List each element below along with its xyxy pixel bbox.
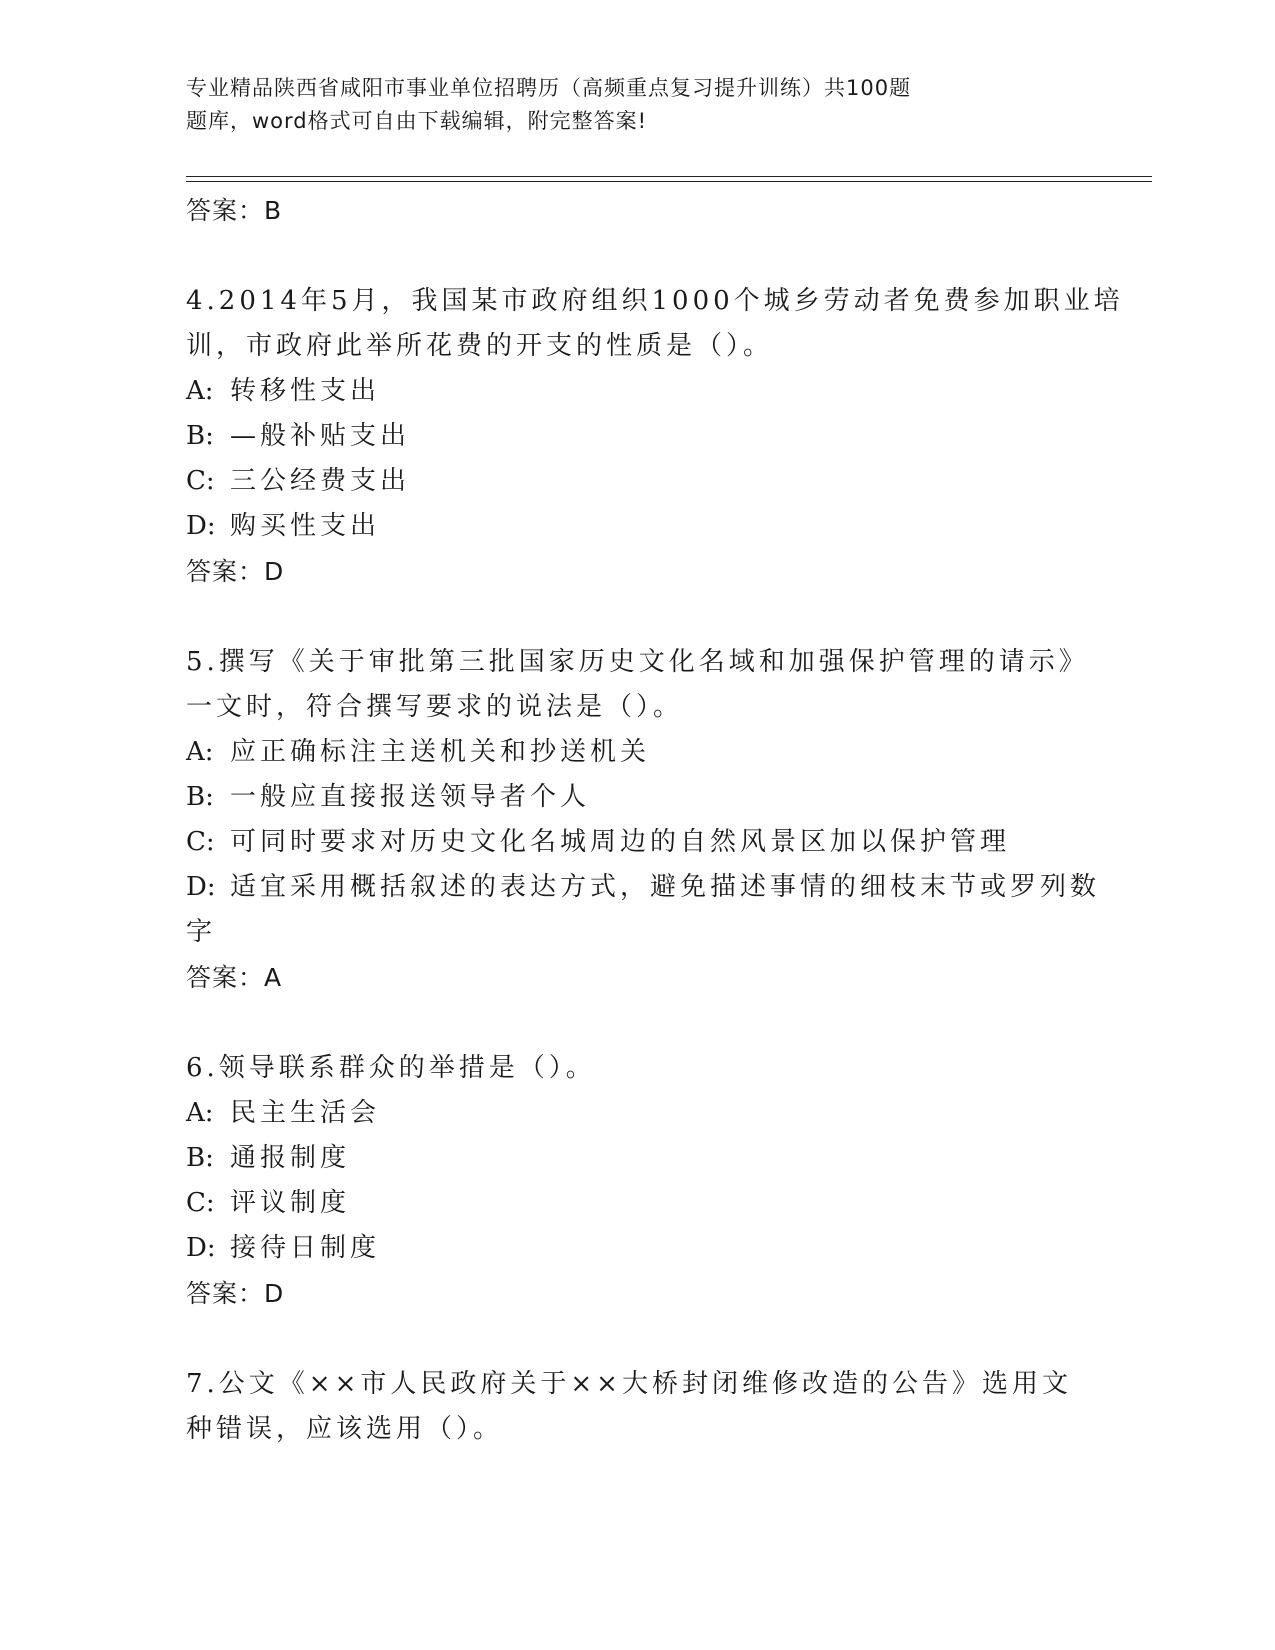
option-label: A: <box>186 1098 214 1128</box>
question-6 <box>186 1046 1086 1316</box>
answer-line: 答案：A <box>186 963 283 992</box>
option-label: B: <box>186 421 214 451</box>
block-spacer <box>186 594 1086 640</box>
question-text: 5.撰写《关于审批第三批国家历史文化名域和加强保护管理的请示》 <box>186 647 1089 677</box>
option-b <box>186 1136 1086 1181</box>
option-d <box>186 1226 1086 1271</box>
option-label: D: <box>186 1233 216 1263</box>
block-spacer <box>186 1000 1086 1046</box>
option-label: B: <box>186 782 214 812</box>
option-b <box>186 414 1086 459</box>
option-c <box>186 1181 1086 1226</box>
block-spacer <box>186 1316 1086 1362</box>
option-label: D: <box>186 872 216 902</box>
option-b <box>186 775 1086 820</box>
option-label: A: <box>186 737 214 767</box>
answer-line: 答案：D <box>186 1279 285 1308</box>
option-label: D: <box>186 511 216 541</box>
answer-line: 答案：B <box>186 196 283 225</box>
option-label: B: <box>186 1143 214 1173</box>
option-text: 应正确标注主送机关和抄送机关 <box>230 737 651 767</box>
option-d <box>186 865 1101 910</box>
question-5 <box>186 640 1101 1000</box>
block-spacer <box>186 233 1086 279</box>
option-text: 转移性支出 <box>230 376 381 406</box>
question-list <box>186 188 1124 1452</box>
option-c <box>186 820 1086 865</box>
option-text: 可同时要求对历史文化名城周边的自然风景区加以保护管理 <box>230 827 1011 857</box>
option-d-continuation: 字 <box>186 917 217 947</box>
option-text: 评议制度 <box>230 1188 351 1218</box>
header-line-1: 专业精品陕西省咸阳市事业单位招聘历（高频重点复习提升训练）共100题 <box>186 76 912 100</box>
option-label: C: <box>186 466 215 496</box>
option-text: 民主生活会 <box>230 1098 381 1128</box>
option-text: 三公经费支出 <box>230 466 411 496</box>
option-text: 适宜采用概括叙述的表达方式，避免描述事情的细枝末节或罗列数 <box>230 872 1101 902</box>
option-a <box>186 369 1086 414</box>
question-text: 训，市政府此举所花费的开支的性质是（）。 <box>186 331 774 361</box>
option-text: 接待日制度 <box>230 1233 381 1263</box>
header-divider-bottom <box>186 181 1152 182</box>
question-text: 一文时，符合撰写要求的说法是（）。 <box>186 692 684 722</box>
question-text: 7.公文《××市人民政府关于××大桥封闭维修改造的公告》选用文 <box>186 1369 1072 1399</box>
option-d <box>186 504 1086 549</box>
option-c <box>186 459 1086 504</box>
question-7 <box>186 1362 1086 1452</box>
option-text: —般补贴支出 <box>230 421 411 451</box>
header-divider-top <box>186 176 1152 177</box>
option-text: 购买性支出 <box>230 511 381 541</box>
header-line-2: 题库，word格式可自由下载编辑，附完整答案! <box>186 109 648 133</box>
option-text: 通报制度 <box>230 1143 351 1173</box>
answer-line: 答案：D <box>186 557 285 586</box>
option-text: 一般应直接报送领导者个人 <box>230 782 591 812</box>
option-a <box>186 730 1086 775</box>
option-label: A: <box>186 376 214 406</box>
option-a <box>186 1091 1086 1136</box>
document-header <box>186 72 1006 138</box>
question-text: 种错误，应该选用（）。 <box>186 1414 504 1444</box>
option-label: C: <box>186 827 215 857</box>
question-text: 6.领导联系群众的举措是（）。 <box>186 1053 596 1083</box>
option-label: C: <box>186 1188 215 1218</box>
question-4 <box>186 279 1124 594</box>
question-text: 4.2014年5月，我国某市政府组织1000个城乡劳动者免费参加职业培 <box>186 286 1124 316</box>
